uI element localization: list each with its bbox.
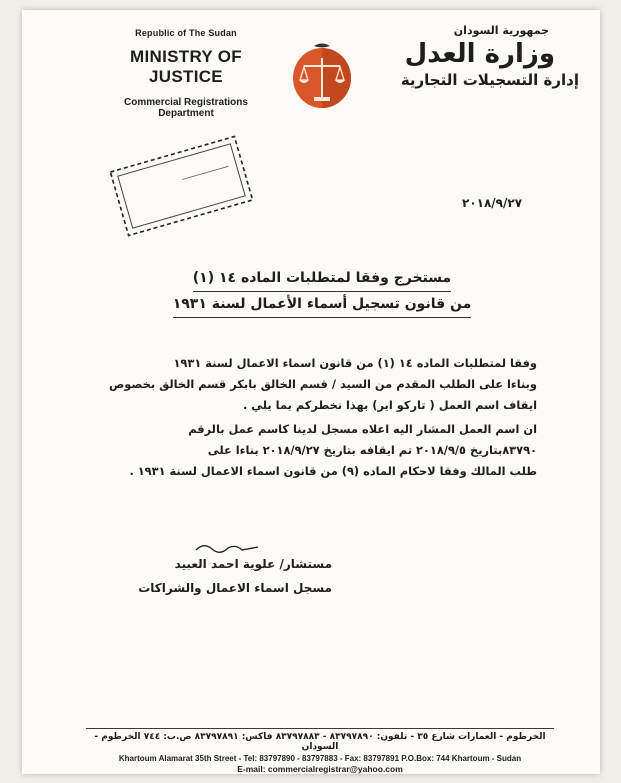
title-line-2: من قانون تسجيل أسماء الأعمال لسنة ١٩٣١ [173, 292, 472, 318]
department-label-en: Commercial Registrations Department [124, 97, 248, 119]
department-label-ar: إدارة التسجيلات التجارية [400, 71, 579, 89]
justice-emblem-icon [290, 40, 354, 110]
title-line-1: مستخرج وفقا لمتطلبات الماده ١٤ (١) [193, 266, 451, 292]
document-date: ٢٠١٨/٩/٢٧ [462, 196, 523, 210]
footer-address-ar: الخرطوم - العمارات شارع ٣٥ - تلفون: ٨٣٧٩٧٨٩٠ - ٨٣٧٩٧٨٨٣ فاكس: ٨٣٧٩٧٨٩١ ص.ب: ٧٤٤ الخرطوم - السودان [94, 732, 546, 752]
body-line: وفقا لمتطلبات الماده ١٤ (١) من قانون اسماء الاعمال لسنة ١٩٣١ [173, 356, 537, 370]
body-paragraph-1 [100, 353, 537, 416]
document-title [122, 266, 522, 318]
body-line: ٨٣٧٩٠بتاريخ ٢٠١٨/٩/٥ تم ايقافه بتاريخ ٢٠١٨/٩/٢٧ بناءا على [207, 443, 537, 457]
signature-block [117, 552, 332, 600]
footer-address-en: Khartoum Alamarat 35th Street - Tel: 83797890 - 83797883 - Fax: 83797891 P.O.Box: 744 Khartoum - Sudan [118, 754, 522, 763]
ministry-label-en: MINISTRY OF JUSTICE [130, 47, 242, 86]
body-paragraph-2 [100, 419, 537, 482]
ministry-label-ar: وزارة العدل [404, 39, 555, 69]
body-line: وبناءا على الطلب المقدم من السيد / قسم الخالق بابكر قسم الخالق بخصوص [108, 377, 537, 391]
footer-email: E-mail: commercialregistrar@yahoo.com [237, 764, 403, 774]
header-arabic [367, 24, 587, 89]
republic-label-ar: جمهورية السودان [453, 24, 549, 37]
signatory-role: مسجل اسماء الاعمال والشراكات [138, 581, 332, 595]
republic-label-en: Republic of The Sudan [135, 28, 237, 38]
body-line: ان اسم العمل المشار اليه اعلاه مسجل لدينا كاسم عمل بالرقم [188, 422, 537, 436]
footer-divider [86, 728, 554, 729]
document-page [22, 10, 600, 774]
signatory-name: مستشار/ علوية احمد العبيد [174, 557, 332, 571]
header-english [96, 28, 276, 119]
body-line: ايقاف اسم العمل ( تاركو اير) بهذا نخطركم بما يلي . [242, 398, 537, 412]
body-line: طلب المالك وفقا لاحكام الماده (٩) من قانون اسماء الاعمال لسنة ١٩٣١ . [129, 464, 537, 478]
official-stamp [107, 133, 257, 239]
footer [86, 732, 554, 774]
